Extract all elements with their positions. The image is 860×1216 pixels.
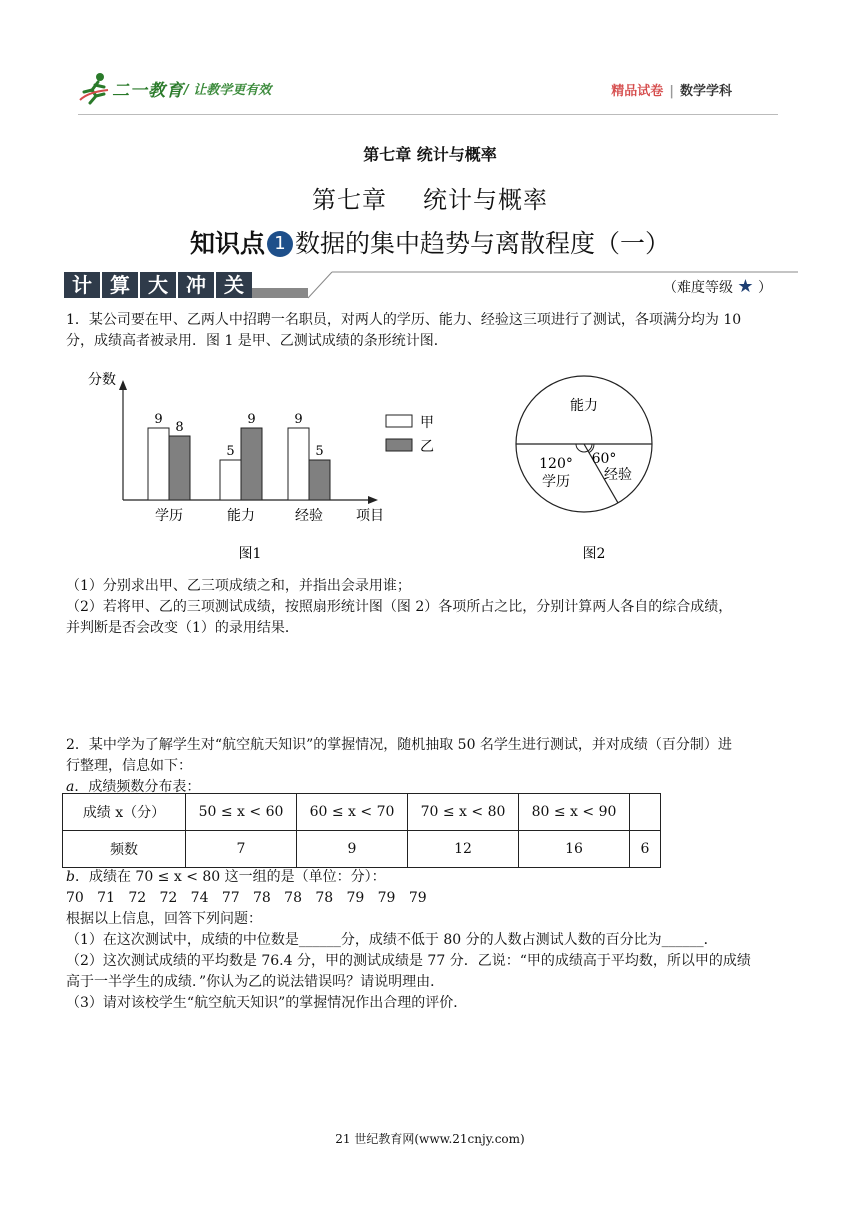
header-divider: [78, 114, 778, 115]
q2-scores: 70 71 72 72 74 77 78 78 78 79 79 79: [66, 890, 427, 906]
fig1-bars: [148, 412, 330, 524]
table-row: 成绩 x（分） 50 ≤ x < 60 60 ≤ x < 70 70 ≤ x < 80 80 ≤ x < 90: [63, 794, 661, 831]
fig2-slice-label: 学历: [542, 474, 570, 490]
fig1-tick-label: 学历: [155, 508, 183, 524]
fig1-ylabel: 分数: [88, 372, 116, 388]
fig1-data-label: 9: [294, 412, 303, 427]
fig1-data-label: 8: [175, 420, 184, 435]
q1-part1: （1）分别求出甲、乙三项成绩之和，并指出会录用谁；: [66, 578, 411, 594]
q2-stem: 2．某中学为了解学生对“航空航天知识”的掌握情况，随机抽取 50 名学生进行测试，并对成绩（百分制）进 行整理，信息如下： a．成绩频数分布表：: [66, 735, 800, 798]
fig1-legend: [386, 415, 434, 455]
banner-chars: 计 算 大 冲 关: [64, 272, 252, 298]
fig1-x-arrow: [368, 496, 378, 504]
fig2-angle-arc-top: [576, 444, 592, 452]
q1-part2: （2）若将甲、乙的三项测试成绩，按照扇形统计图（图 2）各项所占之比，分别计算两人各自的综合成绩，: [66, 599, 733, 615]
chapter-title: 第七章 统计与概率: [312, 186, 548, 214]
q2-part1: （1）在这次测试中，成绩的中位数是______分，成绩不低于 80 分的人数占测试人数的百分比为______．: [66, 932, 718, 948]
fig1-bar-甲-经验: [288, 428, 309, 500]
fig1-legend-label: 甲: [420, 415, 434, 431]
fig1-bar-chart: [70, 362, 470, 562]
frequency-table: [62, 793, 661, 868]
fig1-bar-甲-能力: [220, 460, 241, 500]
fig2-slice-label: 60°: [591, 451, 617, 467]
fig2-caption: 图2: [582, 546, 606, 562]
fig1-data-label: 5: [315, 444, 324, 459]
fig2-slice-label: 120°: [539, 456, 573, 472]
q2-b-label: b．成绩在 70 ≤ x < 80 这一组的是（单位：分）：: [66, 869, 386, 885]
brand-name: 二一教育: [112, 81, 184, 101]
brand-logo: [78, 70, 318, 106]
running-title: 第七章 统计与概率: [363, 145, 497, 164]
runner-icon: [78, 70, 114, 106]
fig1-tick-label: 能力: [227, 508, 255, 524]
kp-number-badge: 1: [267, 231, 293, 257]
fig1-y-arrow: [119, 380, 127, 390]
q2-part3: （3）请对该校学生“航空航天知识”的掌握情况作出合理的评价．: [66, 995, 468, 1011]
fig1-bar-乙-能力: [241, 428, 262, 500]
fig1-data-label: 9: [247, 412, 256, 427]
fig2-slice-label: 经验: [604, 467, 632, 483]
q1-stem: 1．某公司要在甲、乙两人中招聘一名职员，对两人的学历、能力、经验这三项进行了测试，各项满分均为 10 分，成绩高者被录用．图 1 是甲、乙测试成绩的条形统计图．: [66, 312, 742, 349]
header-subject: 精品试卷 | 数学学科: [611, 84, 732, 99]
fig1-legend-label: 乙: [420, 439, 434, 455]
table-row: 频数 7 9 12 16 6: [63, 831, 661, 868]
fig1-legend-swatch: [386, 439, 412, 451]
fig1-xlabel: 项目: [356, 508, 384, 524]
q2-a-label: a．成绩频数分布表：: [66, 779, 201, 795]
fig2-slice-label: 能力: [570, 398, 598, 414]
fig2-pie: [516, 376, 652, 512]
star-icon: ★: [737, 276, 754, 297]
fig1-data-label: 5: [226, 444, 235, 459]
difficulty-level: （难度等级 ★ ）: [662, 276, 772, 297]
brand-slogan: / 让教学更有效: [184, 83, 272, 98]
fig1-caption: 图1: [238, 546, 262, 562]
fig1-bar-乙-学历: [169, 436, 190, 500]
fig1-bar-甲-学历: [148, 428, 169, 500]
q2-part2: （2）这次测试成绩的平均数是 76.4 分，甲的测试成绩是 77 分．乙说：“甲的成绩高于平均数，所以甲的成绩: [66, 953, 751, 969]
fig2-pie-chart: [508, 362, 688, 562]
fig1-bar-乙-经验: [309, 460, 330, 500]
page-footer: 21 世纪教育网(www.21cnjy.com): [335, 1132, 525, 1146]
fig1-tick-label: 经验: [295, 508, 323, 524]
fig1-legend-swatch: [386, 415, 412, 427]
q2-body: b．成绩在 70 ≤ x < 80 这一组的是（单位：分）： 70 71 72 72 74 77 78 78 78 79 79 79 根据以上信息，回答下列问题： （1）在这次测试中，成绩的中位数是______分，成绩不低于 80 分的人数占测试人数的百分比为______． （2）这次测试成绩的平均数是 76.4 分，甲的测试成绩是 77 分．乙说：“甲的成绩高于平均数，所以甲的成绩 高于一半学生的成绩．”你认为乙的说法错误吗？请说明理由． （3）请对该校学生“航空航天知识”的掌握情况作出合理的评价．: [66, 867, 800, 1014]
knowledge-point-title: 知识点 1 数据的集中趋势与离散程度（一）: [189, 229, 671, 258]
fig1-data-label: 9: [154, 412, 163, 427]
q1-parts: （1）分别求出甲、乙三项成绩之和，并指出会录用谁； （2）若将甲、乙的三项测试成绩，按照扇形统计图（图 2）各项所占之比，分别计算两人各自的综合成绩， 并判断是否会改变（1）的录用结果．: [66, 576, 800, 639]
